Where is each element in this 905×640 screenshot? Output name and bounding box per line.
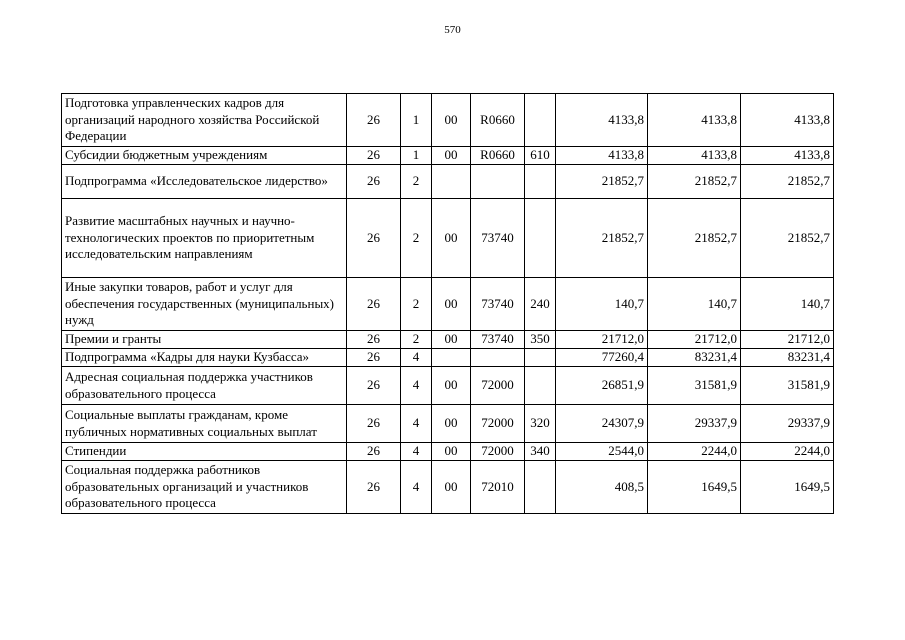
amount-year1-cell: 21852,7 xyxy=(556,165,648,199)
table-row xyxy=(62,443,834,461)
ministry-code-cell: 26 xyxy=(347,94,401,147)
amount-year3-cell: 21852,7 xyxy=(741,165,834,199)
amount-year2-cell: 1649,5 xyxy=(648,461,741,514)
budget-table-body xyxy=(62,94,834,514)
amount-year2-cell: 83231,4 xyxy=(648,349,741,367)
expense-type-cell: 340 xyxy=(525,443,556,461)
target-article-cell: 73740 xyxy=(471,278,525,331)
row-name-cell: Подпрограмма «Исследовательское лидерство» xyxy=(62,165,347,199)
ministry-code-cell: 26 xyxy=(347,278,401,331)
expense-type-cell: 350 xyxy=(525,331,556,349)
amount-year3-cell: 2244,0 xyxy=(741,443,834,461)
expense-type-cell: 240 xyxy=(525,278,556,331)
amount-year3-cell: 21712,0 xyxy=(741,331,834,349)
subsection-code-cell: 00 xyxy=(432,94,471,147)
expense-type-cell: 320 xyxy=(525,405,556,443)
ministry-code-cell: 26 xyxy=(347,405,401,443)
expense-type-cell xyxy=(525,94,556,147)
section-code-cell: 1 xyxy=(401,94,432,147)
amount-year3-cell: 83231,4 xyxy=(741,349,834,367)
ministry-code-cell: 26 xyxy=(347,367,401,405)
amount-year1-cell: 77260,4 xyxy=(556,349,648,367)
amount-year2-cell: 21852,7 xyxy=(648,165,741,199)
table-row xyxy=(62,349,834,367)
row-name-cell: Развитие масштабных научных и научно-технологических проектов по приоритетным исследовательским направлениям xyxy=(62,199,347,278)
amount-year2-cell: 21712,0 xyxy=(648,331,741,349)
subsection-code-cell: 00 xyxy=(432,331,471,349)
table-row xyxy=(62,278,834,331)
section-code-cell: 4 xyxy=(401,367,432,405)
expense-type-cell xyxy=(525,367,556,405)
table-row xyxy=(62,461,834,514)
amount-year1-cell: 2544,0 xyxy=(556,443,648,461)
amount-year2-cell: 4133,8 xyxy=(648,94,741,147)
row-name-cell: Премии и гранты xyxy=(62,331,347,349)
table-row xyxy=(62,331,834,349)
amount-year3-cell: 4133,8 xyxy=(741,147,834,165)
ministry-code-cell: 26 xyxy=(347,461,401,514)
row-name-cell: Иные закупки товаров, работ и услуг для обеспечения государственных (муниципальных) нужд xyxy=(62,278,347,331)
target-article-cell xyxy=(471,349,525,367)
section-code-cell: 2 xyxy=(401,199,432,278)
amount-year1-cell: 26851,9 xyxy=(556,367,648,405)
table-row xyxy=(62,165,834,199)
amount-year3-cell: 4133,8 xyxy=(741,94,834,147)
subsection-code-cell: 00 xyxy=(432,461,471,514)
row-name-cell: Субсидии бюджетным учреждениям xyxy=(62,147,347,165)
section-code-cell: 2 xyxy=(401,331,432,349)
amount-year1-cell: 21712,0 xyxy=(556,331,648,349)
amount-year2-cell: 4133,8 xyxy=(648,147,741,165)
amount-year1-cell: 4133,8 xyxy=(556,94,648,147)
budget-table xyxy=(61,93,834,514)
ministry-code-cell: 26 xyxy=(347,443,401,461)
target-article-cell: 73740 xyxy=(471,331,525,349)
amount-year3-cell: 140,7 xyxy=(741,278,834,331)
expense-type-cell xyxy=(525,461,556,514)
row-name-cell: Подготовка управленческих кадров для организаций народного хозяйства Российской Федерации xyxy=(62,94,347,147)
subsection-code-cell: 00 xyxy=(432,199,471,278)
amount-year2-cell: 2244,0 xyxy=(648,443,741,461)
table-row xyxy=(62,367,834,405)
section-code-cell: 4 xyxy=(401,443,432,461)
target-article-cell: R0660 xyxy=(471,147,525,165)
amount-year1-cell: 4133,8 xyxy=(556,147,648,165)
amount-year3-cell: 1649,5 xyxy=(741,461,834,514)
amount-year1-cell: 140,7 xyxy=(556,278,648,331)
row-name-cell: Адресная социальная поддержка участников образовательного процесса xyxy=(62,367,347,405)
subsection-code-cell: 00 xyxy=(432,405,471,443)
target-article-cell: 72000 xyxy=(471,367,525,405)
section-code-cell: 4 xyxy=(401,461,432,514)
expense-type-cell xyxy=(525,199,556,278)
amount-year2-cell: 21852,7 xyxy=(648,199,741,278)
amount-year2-cell: 140,7 xyxy=(648,278,741,331)
table-row xyxy=(62,147,834,165)
ministry-code-cell: 26 xyxy=(347,349,401,367)
target-article-cell xyxy=(471,165,525,199)
row-name-cell: Социальная поддержка работников образовательных организаций и участников образовательного процесса xyxy=(62,461,347,514)
ministry-code-cell: 26 xyxy=(347,331,401,349)
subsection-code-cell xyxy=(432,349,471,367)
amount-year3-cell: 21852,7 xyxy=(741,199,834,278)
amount-year1-cell: 21852,7 xyxy=(556,199,648,278)
subsection-code-cell: 00 xyxy=(432,443,471,461)
section-code-cell: 2 xyxy=(401,278,432,331)
amount-year2-cell: 31581,9 xyxy=(648,367,741,405)
target-article-cell: 72000 xyxy=(471,443,525,461)
amount-year3-cell: 31581,9 xyxy=(741,367,834,405)
row-name-cell: Социальные выплаты гражданам, кроме публичных нормативных социальных выплат xyxy=(62,405,347,443)
ministry-code-cell: 26 xyxy=(347,147,401,165)
target-article-cell: 72000 xyxy=(471,405,525,443)
subsection-code-cell xyxy=(432,165,471,199)
amount-year2-cell: 29337,9 xyxy=(648,405,741,443)
section-code-cell: 1 xyxy=(401,147,432,165)
amount-year1-cell: 408,5 xyxy=(556,461,648,514)
target-article-cell: R0660 xyxy=(471,94,525,147)
subsection-code-cell: 00 xyxy=(432,367,471,405)
row-name-cell: Стипендии xyxy=(62,443,347,461)
ministry-code-cell: 26 xyxy=(347,165,401,199)
expense-type-cell: 610 xyxy=(525,147,556,165)
subsection-code-cell: 00 xyxy=(432,147,471,165)
section-code-cell: 4 xyxy=(401,405,432,443)
row-name-cell: Подпрограмма «Кадры для науки Кузбасса» xyxy=(62,349,347,367)
target-article-cell: 72010 xyxy=(471,461,525,514)
ministry-code-cell: 26 xyxy=(347,199,401,278)
table-row xyxy=(62,94,834,147)
page-number: 570 xyxy=(444,24,461,36)
table-row xyxy=(62,405,834,443)
amount-year3-cell: 29337,9 xyxy=(741,405,834,443)
expense-type-cell xyxy=(525,165,556,199)
amount-year1-cell: 24307,9 xyxy=(556,405,648,443)
subsection-code-cell: 00 xyxy=(432,278,471,331)
target-article-cell: 73740 xyxy=(471,199,525,278)
expense-type-cell xyxy=(525,349,556,367)
table-row xyxy=(62,199,834,278)
section-code-cell: 4 xyxy=(401,349,432,367)
section-code-cell: 2 xyxy=(401,165,432,199)
